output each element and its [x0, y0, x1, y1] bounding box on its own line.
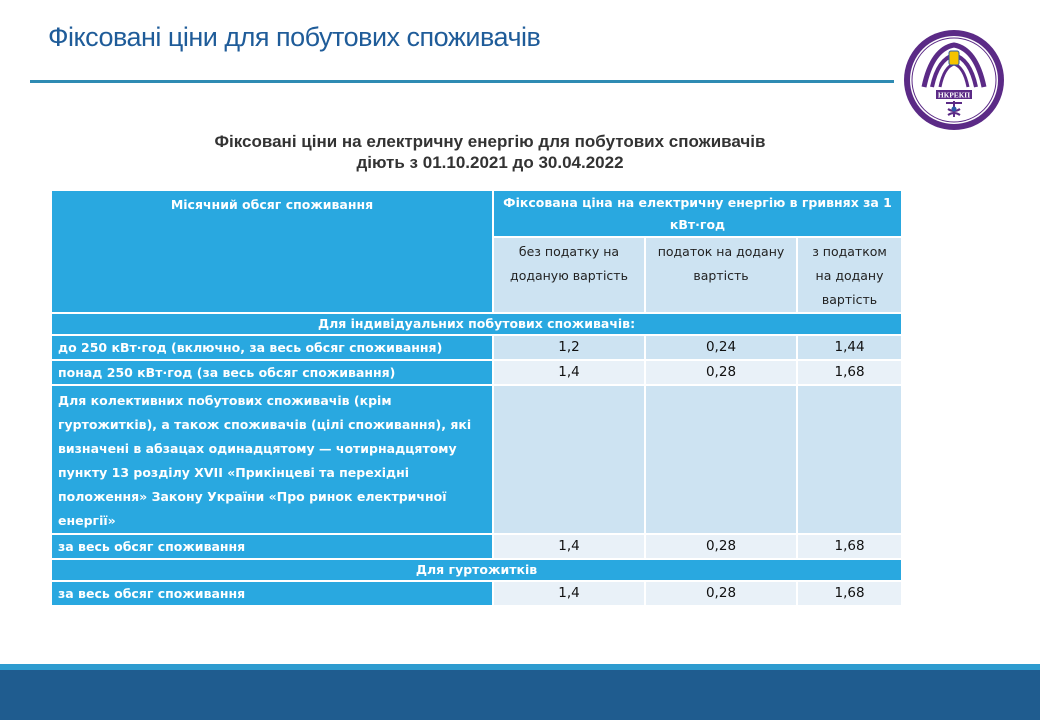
value-without-vat: 1,2 [494, 336, 644, 359]
value-with-vat: 1,44 [798, 336, 901, 359]
table-row [52, 361, 901, 384]
value-with-vat: 1,68 [798, 361, 901, 384]
header-volume: Місячний обсяг споживання [52, 191, 492, 312]
section-title-individual: Для індивідуальних побутових споживачів: [52, 314, 901, 334]
value-vat: 0,28 [646, 582, 796, 605]
footer-bar [0, 670, 1040, 720]
empty-cell [646, 386, 796, 533]
value-without-vat: 1,4 [494, 535, 644, 558]
subheader-with-vat: з податком на додану вартість [798, 238, 901, 312]
logo-abbreviation: НКРЕКП [937, 90, 971, 100]
row-label: за весь обсяг споживання [52, 582, 492, 605]
section-title-dormitories: Для гуртожитків [52, 560, 901, 580]
value-vat: 0,28 [646, 535, 796, 558]
subheader-without-vat: без податку на доданую вартість [494, 238, 644, 312]
subtitle-line-1: Фіксовані ціни на електричну енергію для побутових споживачів [214, 132, 766, 151]
value-vat: 0,28 [646, 361, 796, 384]
value-vat: 0,24 [646, 336, 796, 359]
subtitle [0, 131, 980, 173]
header-price: Фіксована ціна на електричну енергію в гривнях за 1 кВт·год [494, 191, 901, 236]
price-table [50, 189, 903, 607]
page-title: Фіксовані ціни для побутових споживачів [48, 22, 541, 52]
table-row [52, 336, 901, 359]
empty-cell [798, 386, 901, 533]
table-row [52, 535, 901, 558]
row-label: понад 250 кВт·год (за весь обсяг споживання) [52, 361, 492, 384]
value-with-vat: 1,68 [798, 535, 901, 558]
table-row [52, 582, 901, 605]
subtitle-validity: діють з 01.10.2021 до 30.04.2022 [356, 153, 624, 172]
regulator-logo [902, 27, 1006, 133]
row-label: до 250 кВт·год (включно, за весь обсяг споживання) [52, 336, 492, 359]
subheader-vat: податок на додану вартість [646, 238, 796, 312]
value-without-vat: 1,4 [494, 582, 644, 605]
empty-cell [494, 386, 644, 533]
value-without-vat: 1,4 [494, 361, 644, 384]
row-label: за весь обсяг споживання [52, 535, 492, 558]
value-with-vat: 1,68 [798, 582, 901, 605]
section-title-collective: Для колективних побутових споживачів (крім гуртожитків), а також споживачів (цілі споживання), які визначені в абзацах одинадцятому — чотирнадцятому пункту 13 розділу XVII «Прикінцеві та перехідні положення» Закону України «Про ринок електричної енергії» [52, 386, 492, 533]
title-divider [30, 80, 894, 83]
